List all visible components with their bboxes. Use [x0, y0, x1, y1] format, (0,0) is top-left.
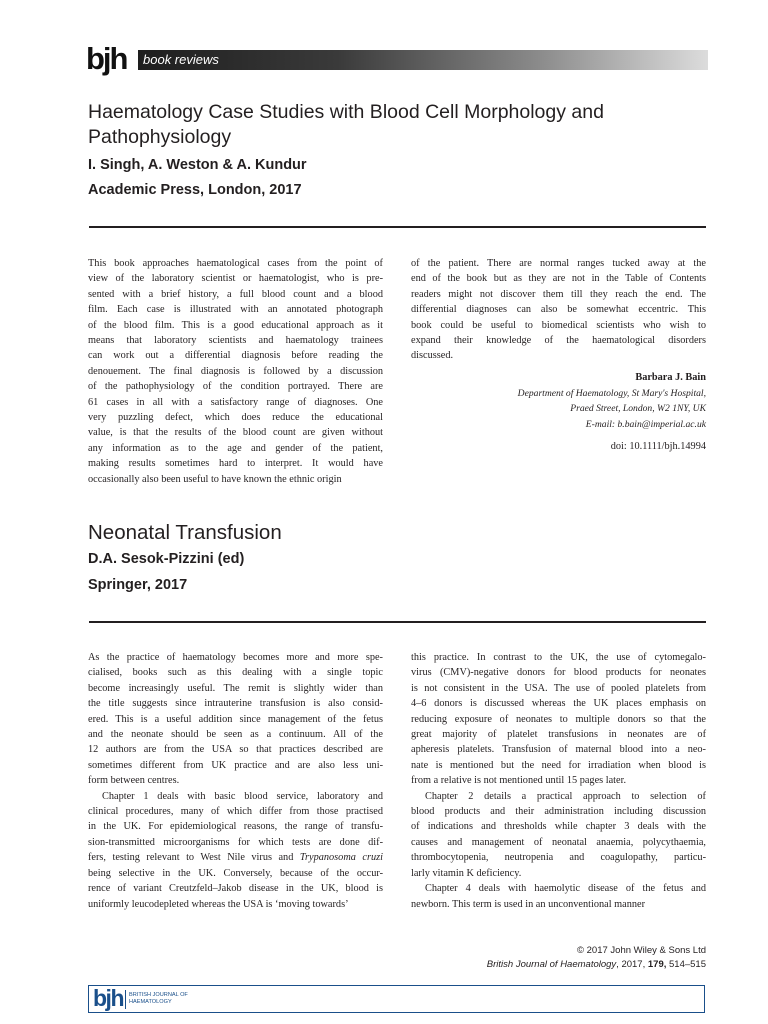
review1-right-column — [411, 256, 706, 454]
text-line: can work out a differential diagnosis before reading the — [88, 350, 383, 362]
text-line: uniformly leucodepleted whereas the USA is ‘moving towards’ — [88, 898, 349, 910]
text-line: Chapter 4 deals with haemolytic disease of the fetus and — [425, 883, 706, 895]
text-line: end of the book but as they are not in the Table of Contents — [411, 273, 706, 285]
review1-authors: I. Singh, A. Weston & A. Kundur — [88, 157, 307, 173]
text-line: denouement. The final diagnosis is followed by a discussion — [88, 365, 383, 377]
text-line: and the neonate should be seen as a continuum. All of the — [88, 729, 383, 741]
reviewer-email: E-mail: b.bain@imperial.ac.uk — [585, 418, 706, 430]
text-line: of the blood film. This is a good educational approach as it — [88, 319, 383, 331]
text-line: making results sometimes hard to interpret. It would have — [88, 458, 383, 470]
paragraph — [411, 881, 706, 912]
text-line: in the UK. For epidemiological reasons, the range of transfu- — [88, 821, 383, 833]
text-line: reducing exposure of neonates to multiple donors so that the — [411, 713, 706, 725]
review2-title: Neonatal Transfusion — [88, 521, 282, 544]
review1-right-paragraph — [411, 256, 706, 364]
text-line: book could be useful to biomedical scientists who wish to — [411, 319, 706, 331]
text-line: 4–6 donors is discussed whereas the UK places emphasis on — [411, 698, 706, 710]
text-line: value, is that the results of the blood count are given without — [88, 427, 383, 439]
journal-logo: bjh — [86, 41, 127, 76]
text-line: this practice. In contrast to the UK, the use of cytomegalo- — [411, 652, 706, 663]
reviewer-affiliation-line1: Department of Haematology, St Mary's Hospital, — [517, 387, 706, 399]
text-line: blood products and their administration including discussion — [411, 806, 706, 818]
citation-pages: 514–515 — [666, 959, 706, 970]
text-line: virus (CMV)-negative donors for blood products for neonates — [411, 667, 706, 679]
text-line: sion-transmitted microorganisms for which tests are done dif- — [88, 836, 383, 848]
text-line: readers might not discover them till they reach the end. The — [411, 288, 706, 300]
text-line: newborn. This term is used in an unconventional manner — [411, 898, 646, 910]
text-line: form between centres. — [88, 775, 180, 787]
copyright-block — [487, 944, 706, 972]
paragraph — [88, 650, 383, 789]
review2-publisher: Springer, 2017 — [88, 577, 188, 593]
copyright-line: © 2017 John Wiley & Sons Ltd — [577, 945, 706, 956]
text-line: Chapter 2 details a practical approach to selection of — [425, 790, 706, 802]
text-line: of indications and thresholds while chapter 3 deals with the — [411, 821, 706, 833]
reviewer-affiliation-line2: Praed Street, London, W2 1NY, UK — [570, 403, 706, 415]
text-line: As the practice of haematology becomes more and more spe- — [88, 652, 383, 663]
text-line: clinical procedures, many of which differ from those practised — [88, 806, 383, 818]
review1-left-column — [88, 256, 383, 487]
review2-left-column — [88, 650, 383, 912]
text-line: film. Each case is illustrated with an annotated photograph — [88, 304, 383, 316]
reviewer-name: Barbara J. Bain — [635, 371, 706, 383]
review2-right-column — [411, 650, 706, 912]
citation-line — [487, 958, 706, 972]
text-line: expand their knowledge of the haematological disorders — [411, 335, 706, 347]
text-line: become increasingly useful. The remit is slightly wider than — [88, 682, 383, 694]
section-header-bar — [138, 50, 708, 70]
text-line: of the pathophysiology of the condition portrayed. There are — [88, 381, 383, 393]
text-line: nate is mentioned but the need for irradiation when blood is — [411, 759, 706, 771]
review1-rule — [89, 226, 706, 228]
paragraph — [411, 789, 706, 881]
review1-doi: doi: 10.1111/bjh.14994 — [610, 441, 706, 453]
text-line: any information as to the age and gender of the patient, — [88, 442, 383, 454]
text-line: causes and management of neonatal anaemia, polycythaemia, — [411, 836, 706, 848]
text-line: cialised, books such as this dealing with a single topic — [88, 667, 383, 679]
paragraph — [88, 789, 383, 912]
section-label: book reviews — [143, 52, 219, 67]
footer-logo-divider — [125, 990, 126, 1009]
text-line: 61 cases in all with a satisfactory range of diagnoses. One — [88, 396, 383, 408]
text-line: Chapter 1 deals with basic blood service, laboratory and — [102, 790, 383, 802]
footer-journal-caption: BRITISH JOURNAL OF HAEMATOLOGY — [129, 992, 188, 1005]
text-line: sented with a brief history, a full blood count and a blood — [88, 288, 383, 300]
footer-journal-logo: bjh — [93, 985, 123, 1011]
review2-authors: D.A. Sesok-Pizzini (ed) — [88, 551, 245, 567]
text-line: thrombocytopenia, neutropenia and coagulopathy, particu- — [411, 852, 706, 864]
review1-title-line1: Haematology Case Studies with Blood Cell Morphology and — [88, 101, 604, 123]
text-line: sometimes different from UK practice and are also less uni- — [88, 759, 383, 771]
species-name: Trypanosoma cruzi — [299, 852, 383, 864]
text-line: means that laboratory scientists and haematology trainees — [88, 335, 383, 347]
text-line: from a relative is not mentioned until 15 pages later. — [411, 775, 627, 787]
review1-left-paragraph — [88, 256, 383, 487]
review1-publisher: Academic Press, London, 2017 — [88, 182, 302, 198]
text-line: This book approaches haematological cases from the point of — [88, 258, 383, 269]
text-line: larly vitamin K deficiency. — [411, 867, 522, 879]
text-line: of the patient. There are normal ranges tucked away at the — [411, 258, 706, 269]
text-line: is not consistent in the USA. The use of pooled platelets from — [411, 682, 706, 694]
text-line: apheresis platelets. Transfusion of maternal blood into a neo- — [411, 744, 706, 756]
citation-volume: 179, — [647, 959, 667, 970]
text-line: occasionally also been useful to have known the ethnic origin — [88, 473, 342, 485]
text-line: differential diagnoses can also be somewhat eccentric. This — [411, 304, 706, 316]
text-line: rence of variant Creutzfeld–Jakob disease in the UK, blood is — [88, 883, 383, 895]
text-line: ered. This is a useful addition since management of the fetus — [88, 713, 383, 725]
review1-title-line2: Pathophysiology — [88, 126, 232, 148]
text-line: great majority of platelet transfusions in neonates are of — [411, 729, 706, 741]
text-line: very puzzling defect, which does reduce the educational — [88, 412, 383, 424]
text-line: the title suggests since intrauterine transfusion is also consid- — [88, 698, 383, 710]
text-line: being selective in the UK. Conversely, because of the occur- — [88, 867, 383, 879]
text-line: fers, testing relevant to West Nile virus and Trypanosoma cruzi — [88, 852, 383, 864]
journal-name: British Journal of Haematology — [486, 959, 617, 970]
review2-rule — [89, 621, 706, 623]
citation-year: , 2017, — [616, 959, 648, 970]
text-line: discussed. — [411, 350, 454, 362]
text-line: view of the laboratory scientist or haematologist, who is pre- — [88, 273, 383, 285]
text-line: 12 authors are from the USA so that practices described are — [88, 744, 383, 756]
paragraph — [411, 650, 706, 789]
